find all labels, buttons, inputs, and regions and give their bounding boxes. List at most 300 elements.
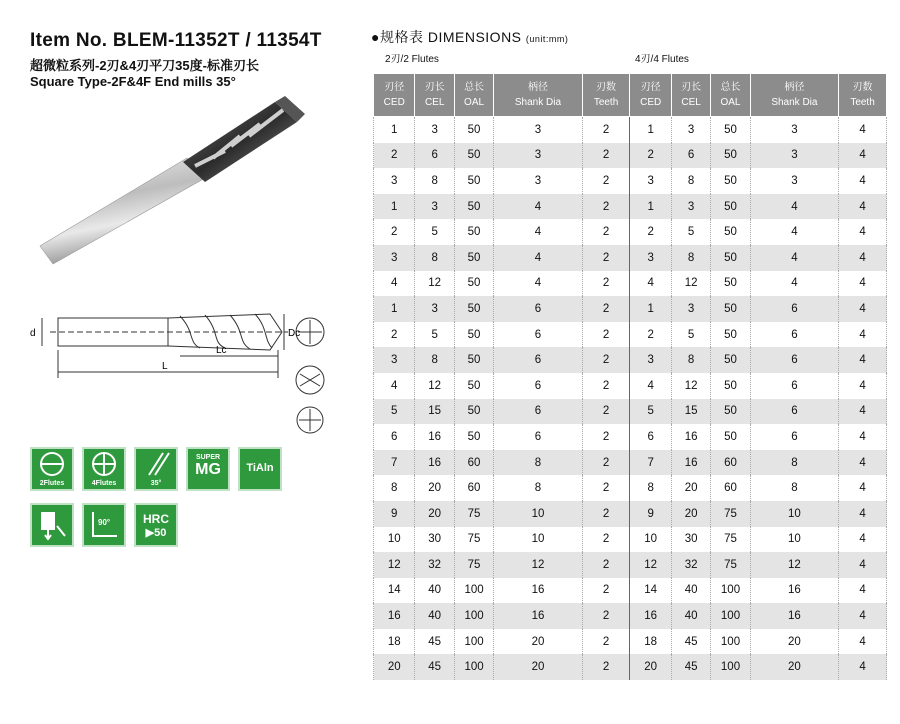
table-cell: 12 xyxy=(671,271,710,297)
column-header xyxy=(671,74,710,117)
table-cell: 2 xyxy=(374,143,415,169)
column-header xyxy=(374,74,415,117)
table-row xyxy=(374,552,887,578)
table-cell: 2 xyxy=(630,322,671,348)
table-cell: 4 xyxy=(630,271,671,297)
table-row xyxy=(374,527,887,553)
end-mill-photo xyxy=(35,96,335,271)
table-cell: 5 xyxy=(671,322,710,348)
table-cell: 2 xyxy=(582,629,630,655)
table-cell: 6 xyxy=(750,424,838,450)
table-cell: 50 xyxy=(711,143,750,169)
cut-length-label: Lc xyxy=(216,345,227,356)
hrc-icon xyxy=(134,503,178,547)
table-cell: 12 xyxy=(630,552,671,578)
table-cell: 50 xyxy=(711,424,750,450)
table-cell: 4 xyxy=(839,450,887,476)
table-row xyxy=(374,296,887,322)
table-cell: 4 xyxy=(494,245,582,271)
diameter-label: d xyxy=(30,328,36,339)
table-cell: 50 xyxy=(711,194,750,220)
table-cell: 60 xyxy=(711,475,750,501)
table-cell: 6 xyxy=(494,347,582,373)
table-cell: 1 xyxy=(374,194,415,220)
table-cell: 60 xyxy=(454,450,493,476)
table-cell: 8 xyxy=(671,245,710,271)
table-cell: 60 xyxy=(711,450,750,476)
table-cell: 10 xyxy=(374,527,415,553)
table-cell: 50 xyxy=(454,168,493,194)
table-cell: 6 xyxy=(750,347,838,373)
table-cell: 6 xyxy=(671,143,710,169)
table-cell: 3 xyxy=(374,168,415,194)
table-cell: 2 xyxy=(582,322,630,348)
table-cell: 10 xyxy=(630,527,671,553)
table-row xyxy=(374,194,887,220)
table-cell: 3 xyxy=(494,168,582,194)
table-cell: 100 xyxy=(454,578,493,604)
table-cell: 50 xyxy=(711,168,750,194)
table-cell: 50 xyxy=(454,245,493,271)
table-cell: 50 xyxy=(711,322,750,348)
column-header-en: Teeth xyxy=(593,97,619,108)
table-cell: 3 xyxy=(494,117,582,143)
table-cell: 75 xyxy=(454,552,493,578)
table-cell: 6 xyxy=(494,424,582,450)
tialn-coating-icon xyxy=(238,447,282,491)
table-cell: 2 xyxy=(374,322,415,348)
column-header-cn: 总长 xyxy=(464,82,485,93)
table-cell: 4 xyxy=(374,271,415,297)
column-header-cn: 刃长 xyxy=(424,82,445,93)
table-cell: 40 xyxy=(415,603,454,629)
table-cell: 4 xyxy=(630,373,671,399)
table-cell: 10 xyxy=(750,501,838,527)
table-cell: 2 xyxy=(582,296,630,322)
table-row xyxy=(374,450,887,476)
table-cell: 3 xyxy=(671,194,710,220)
table-cell: 3 xyxy=(671,117,710,143)
table-cell: 4 xyxy=(839,143,887,169)
table-cell: 4 xyxy=(839,654,887,680)
table-cell: 45 xyxy=(415,629,454,655)
column-header-en: Teeth xyxy=(850,97,875,108)
table-cell: 4 xyxy=(839,245,887,271)
table-cell: 16 xyxy=(671,450,710,476)
table-cell: 4 xyxy=(494,271,582,297)
table-cell: 50 xyxy=(711,245,750,271)
table-cell: 9 xyxy=(374,501,415,527)
column-header-cn: 刃径 xyxy=(640,82,661,93)
table-cell: 30 xyxy=(671,527,710,553)
table-cell: 4 xyxy=(839,322,887,348)
cut-diameter-label: Dc xyxy=(288,328,301,339)
table-cell: 4 xyxy=(839,475,887,501)
table-cell: 8 xyxy=(671,347,710,373)
table-cell: 8 xyxy=(630,475,671,501)
table-row xyxy=(374,168,887,194)
table-cell: 6 xyxy=(415,143,454,169)
table-cell: 5 xyxy=(671,219,710,245)
table-cell: 8 xyxy=(494,475,582,501)
table-cell: 2 xyxy=(582,501,630,527)
table-cell: 3 xyxy=(750,117,838,143)
table-cell: 40 xyxy=(671,603,710,629)
column-header-cn: 刃数 xyxy=(596,82,617,93)
subtitle-english: Square Type-2F&4F End mills 35° xyxy=(30,74,236,89)
hrc-label: HRC xyxy=(143,512,169,526)
table-cell: 4 xyxy=(750,271,838,297)
table-cell: 20 xyxy=(671,501,710,527)
table-row xyxy=(374,245,887,271)
table-cell: 2 xyxy=(374,219,415,245)
table-cell: 6 xyxy=(750,373,838,399)
table-cell: 2 xyxy=(582,424,630,450)
column-header-en: Shank Dia xyxy=(514,97,562,108)
column-header-cn: 总长 xyxy=(720,82,741,93)
table-cell: 50 xyxy=(454,271,493,297)
table-cell: 50 xyxy=(711,399,750,425)
table-row xyxy=(374,347,887,373)
table-cell: 16 xyxy=(415,424,454,450)
table-cell: 12 xyxy=(374,552,415,578)
table-cell: 3 xyxy=(415,194,454,220)
table-cell: 12 xyxy=(750,552,838,578)
column-header xyxy=(582,74,630,117)
table-cell: 6 xyxy=(750,399,838,425)
table-cell: 50 xyxy=(454,322,493,348)
table-cell: 6 xyxy=(750,322,838,348)
hrc-value: ▶50 xyxy=(145,527,167,539)
table-row xyxy=(374,578,887,604)
table-cell: 50 xyxy=(711,271,750,297)
table-cell: 3 xyxy=(374,347,415,373)
table-cell: 75 xyxy=(711,552,750,578)
table-row xyxy=(374,424,887,450)
table-cell: 3 xyxy=(415,117,454,143)
subtitle-chinese: 超微粒系列-2刃&4刃平刀35度-标准刃长 xyxy=(30,58,259,73)
table-row xyxy=(374,475,887,501)
table-cell: 3 xyxy=(630,347,671,373)
table-body xyxy=(374,117,887,681)
table-cell: 2 xyxy=(582,399,630,425)
table-cell: 2 xyxy=(582,194,630,220)
table-cell: 4 xyxy=(750,219,838,245)
table-cell: 50 xyxy=(711,296,750,322)
table-cell: 50 xyxy=(454,194,493,220)
table-cell: 2 xyxy=(582,117,630,143)
table-cell: 2 xyxy=(630,219,671,245)
table-cell: 8 xyxy=(494,450,582,476)
table-cell: 20 xyxy=(671,475,710,501)
table-cell: 2 xyxy=(582,552,630,578)
table-cell: 3 xyxy=(750,143,838,169)
column-header xyxy=(839,74,887,117)
column-header-cn: 刃径 xyxy=(384,82,405,93)
table-cell: 5 xyxy=(630,399,671,425)
table-cell: 75 xyxy=(454,501,493,527)
table-cell: 20 xyxy=(415,475,454,501)
table-cell: 50 xyxy=(711,117,750,143)
table-cell: 1 xyxy=(630,296,671,322)
table-cell: 4 xyxy=(839,347,887,373)
table-cell: 3 xyxy=(671,296,710,322)
column-header-en: CED xyxy=(640,97,662,108)
table-cell: 20 xyxy=(494,629,582,655)
column-header-en: CEL xyxy=(681,97,701,108)
table-cell: 6 xyxy=(494,296,582,322)
table-cell: 2 xyxy=(582,527,630,553)
table-cell: 4 xyxy=(839,527,887,553)
column-header-cn: 刃数 xyxy=(852,82,873,93)
table-cell: 4 xyxy=(839,629,887,655)
table-cell: 40 xyxy=(415,578,454,604)
table-cell: 3 xyxy=(630,168,671,194)
table-cell: 2 xyxy=(582,168,630,194)
table-cell: 4 xyxy=(839,399,887,425)
helix-angle-icon xyxy=(134,447,178,491)
table-cell: 4 xyxy=(839,578,887,604)
table-cell: 4 xyxy=(839,501,887,527)
four-flutes-caption: 4Flutes xyxy=(91,480,117,487)
table-cell: 14 xyxy=(630,578,671,604)
column-header-en: Shank Dia xyxy=(771,97,818,108)
table-cell: 4 xyxy=(494,194,582,220)
column-header xyxy=(454,74,493,117)
table-cell: 2 xyxy=(582,245,630,271)
table-cell: 32 xyxy=(671,552,710,578)
right-angle-label: 90° xyxy=(98,518,111,527)
table-cell: 50 xyxy=(454,347,493,373)
table-cell: 2 xyxy=(582,143,630,169)
table-cell: 4 xyxy=(750,194,838,220)
table-cell: 16 xyxy=(671,424,710,450)
table-cell: 16 xyxy=(630,603,671,629)
table-cell: 4 xyxy=(839,296,887,322)
table-cell: 3 xyxy=(494,143,582,169)
table-cell: 2 xyxy=(630,143,671,169)
column-header xyxy=(494,74,582,117)
table-cell: 50 xyxy=(711,373,750,399)
table-cell: 16 xyxy=(750,603,838,629)
four-flutes-icon xyxy=(82,447,126,491)
table-cell: 50 xyxy=(711,347,750,373)
table-cell: 75 xyxy=(711,527,750,553)
right-angle-icon xyxy=(82,503,126,547)
item-number: Item No. BLEM-11352T / 11354T xyxy=(30,30,322,51)
table-cell: 10 xyxy=(750,527,838,553)
table-cell: 100 xyxy=(711,654,750,680)
table-cell: 10 xyxy=(494,527,582,553)
column-header xyxy=(750,74,838,117)
table-cell: 100 xyxy=(454,654,493,680)
table-cell: 45 xyxy=(671,654,710,680)
table-cell: 16 xyxy=(750,578,838,604)
table-row xyxy=(374,501,887,527)
table-cell: 6 xyxy=(494,399,582,425)
group-4-flutes: 4刃/4 Flutes xyxy=(635,54,689,65)
table-row xyxy=(374,603,887,629)
table-cell: 100 xyxy=(454,603,493,629)
table-cell: 7 xyxy=(630,450,671,476)
table-cell: 6 xyxy=(494,373,582,399)
table-cell: 16 xyxy=(494,578,582,604)
table-cell: 30 xyxy=(415,527,454,553)
table-cell: 12 xyxy=(671,373,710,399)
table-cell: 20 xyxy=(750,629,838,655)
table-cell: 9 xyxy=(630,501,671,527)
table-cell: 4 xyxy=(839,552,887,578)
table-cell: 1 xyxy=(630,117,671,143)
table-cell: 8 xyxy=(750,450,838,476)
table-cell: 50 xyxy=(454,143,493,169)
table-cell: 5 xyxy=(374,399,415,425)
table-cell: 40 xyxy=(671,578,710,604)
column-header xyxy=(711,74,750,117)
tialn-label: TiAln xyxy=(246,462,274,474)
table-row xyxy=(374,219,887,245)
table-cell: 7 xyxy=(374,450,415,476)
table-cell: 20 xyxy=(415,501,454,527)
helix-angle-caption: 35° xyxy=(150,480,162,487)
column-header xyxy=(415,74,454,117)
table-cell: 8 xyxy=(415,168,454,194)
table-cell: 100 xyxy=(711,603,750,629)
column-header-en: CED xyxy=(383,97,405,108)
super-mg-icon xyxy=(186,447,230,491)
table-cell: 15 xyxy=(671,399,710,425)
table-cell: 45 xyxy=(415,654,454,680)
group-2-flutes: 2刃/2 Flutes xyxy=(385,54,439,65)
table-cell: 3 xyxy=(630,245,671,271)
table-cell: 6 xyxy=(494,322,582,348)
table-cell: 20 xyxy=(630,654,671,680)
table-cell: 60 xyxy=(454,475,493,501)
table-cell: 2 xyxy=(582,475,630,501)
column-header-en: CEL xyxy=(424,97,445,108)
table-header-row xyxy=(374,74,887,117)
table-cell: 32 xyxy=(415,552,454,578)
table-cell: 2 xyxy=(582,578,630,604)
table-cell: 12 xyxy=(494,552,582,578)
table-cell: 6 xyxy=(374,424,415,450)
table-cell: 4 xyxy=(839,373,887,399)
column-header-cn: 刃长 xyxy=(681,82,702,93)
table-cell: 100 xyxy=(711,629,750,655)
shank-tolerance-icon xyxy=(30,503,74,547)
table-cell: 50 xyxy=(454,296,493,322)
table-row xyxy=(374,322,887,348)
column-header-cn: 柄径 xyxy=(784,82,805,93)
product-panel xyxy=(0,0,370,724)
column-header-cn: 柄径 xyxy=(527,82,548,93)
table-cell: 4 xyxy=(750,245,838,271)
table-cell: 8 xyxy=(415,347,454,373)
table-cell: 50 xyxy=(454,373,493,399)
table-cell: 20 xyxy=(374,654,415,680)
table-row xyxy=(374,654,887,680)
table-row xyxy=(374,373,887,399)
table-cell: 2 xyxy=(582,603,630,629)
overall-length-label: L xyxy=(162,361,168,372)
table-row xyxy=(374,117,887,143)
table-cell: 12 xyxy=(415,271,454,297)
dimensions-table xyxy=(373,73,887,680)
table-cell: 4 xyxy=(494,219,582,245)
table-row xyxy=(374,271,887,297)
table-cell: 1 xyxy=(630,194,671,220)
column-header-en: OAL xyxy=(464,97,485,108)
table-row xyxy=(374,629,887,655)
table-cell: 50 xyxy=(454,399,493,425)
table-cell: 50 xyxy=(711,219,750,245)
table-cell: 2 xyxy=(582,450,630,476)
table-cell: 4 xyxy=(839,117,887,143)
two-flutes-icon xyxy=(30,447,74,491)
table-cell: 100 xyxy=(454,629,493,655)
table-cell: 10 xyxy=(494,501,582,527)
table-cell: 3 xyxy=(750,168,838,194)
table-cell: 4 xyxy=(839,271,887,297)
table-cell: 8 xyxy=(750,475,838,501)
table-cell: 16 xyxy=(494,603,582,629)
column-header xyxy=(630,74,671,117)
table-cell: 6 xyxy=(630,424,671,450)
table-row xyxy=(374,143,887,169)
table-cell: 75 xyxy=(711,501,750,527)
table-cell: 3 xyxy=(415,296,454,322)
table-cell: 2 xyxy=(582,347,630,373)
table-cell: 3 xyxy=(374,245,415,271)
feature-icons xyxy=(30,447,290,547)
table-cell: 20 xyxy=(494,654,582,680)
table-cell: 4 xyxy=(374,373,415,399)
table-cell: 50 xyxy=(454,117,493,143)
super-mg-top: SUPER xyxy=(195,454,221,461)
table-cell: 18 xyxy=(374,629,415,655)
table-cell: 14 xyxy=(374,578,415,604)
super-mg-main: MG xyxy=(195,461,221,478)
table-cell: 20 xyxy=(750,654,838,680)
table-cell: 16 xyxy=(415,450,454,476)
table-cell: 4 xyxy=(839,424,887,450)
table-cell: 16 xyxy=(374,603,415,629)
table-cell: 8 xyxy=(671,168,710,194)
table-cell: 50 xyxy=(454,424,493,450)
technical-drawing xyxy=(20,292,360,442)
table-cell: 8 xyxy=(374,475,415,501)
two-flutes-caption: 2Flutes xyxy=(39,480,65,487)
table-cell: 12 xyxy=(415,373,454,399)
table-cell: 4 xyxy=(839,168,887,194)
table-cell: 2 xyxy=(582,271,630,297)
table-cell: 1 xyxy=(374,296,415,322)
dimensions-heading: ●规格表 DIMENSIONS xyxy=(371,29,522,45)
table-cell: 50 xyxy=(454,219,493,245)
table-cell: 5 xyxy=(415,322,454,348)
column-header-en: OAL xyxy=(720,97,741,108)
table-cell: 2 xyxy=(582,373,630,399)
table-cell: 2 xyxy=(582,219,630,245)
table-cell: 2 xyxy=(582,654,630,680)
dimensions-title xyxy=(371,27,568,47)
table-cell: 45 xyxy=(671,629,710,655)
table-cell: 100 xyxy=(711,578,750,604)
table-row xyxy=(374,399,887,425)
table-cell: 4 xyxy=(839,219,887,245)
table-cell: 1 xyxy=(374,117,415,143)
table-cell: 75 xyxy=(454,527,493,553)
